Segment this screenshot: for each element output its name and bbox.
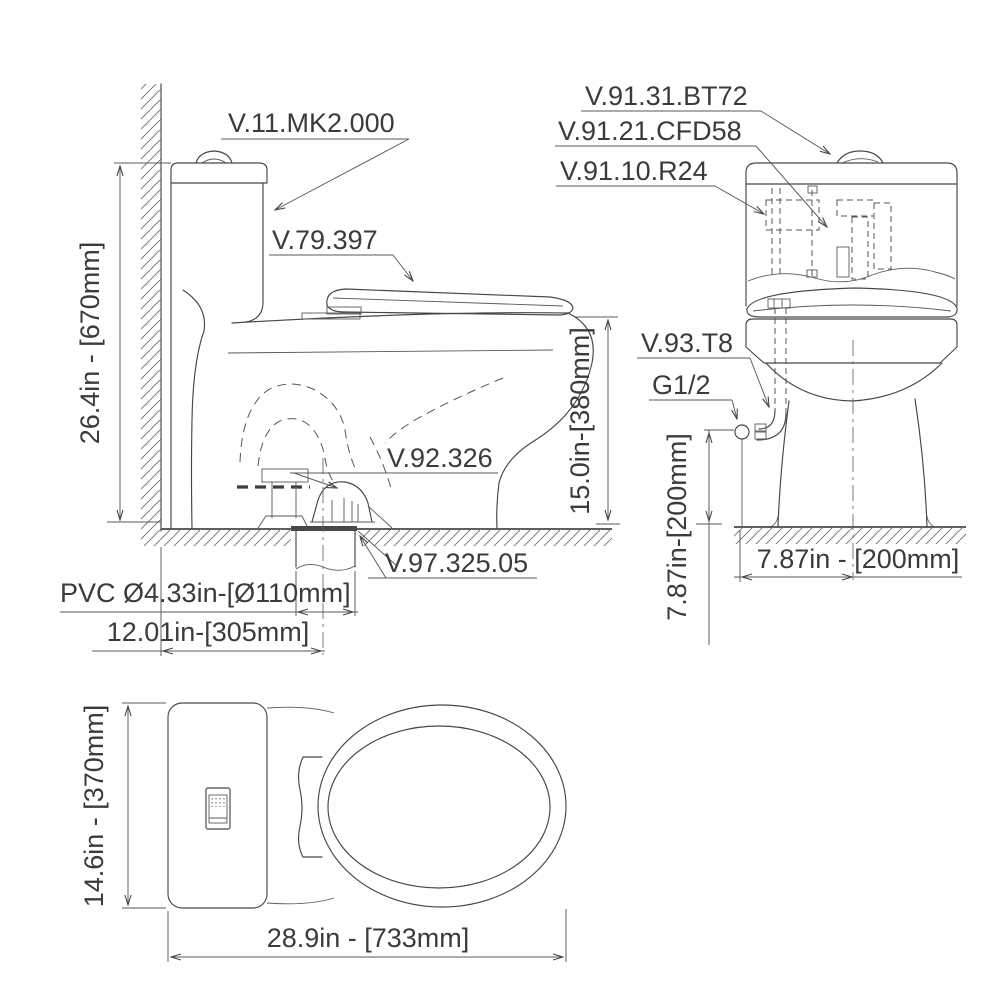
overall-height-text: 26.4in - [670mm]: [75, 241, 105, 445]
dim-drain-pipe: [60, 578, 358, 612]
overall-width-text: 14.6in - [370mm]: [79, 704, 109, 908]
supply-hose-text: V.93.T8: [641, 328, 734, 358]
tank-model-text: V.11.MK2.000: [228, 108, 395, 138]
floor-hatching-front: [734, 527, 966, 544]
flange-model-text: V.97.325.05: [385, 548, 529, 578]
bowl-height-text: 15.0in-[380mm]: [565, 327, 595, 515]
overall-depth-text: 28.9in - [733mm]: [266, 923, 470, 953]
flush-button-text: V.91.31.BT72: [585, 81, 748, 111]
supply-height-text: 7.87in-[200mm]: [662, 433, 692, 621]
flange-seal: [291, 526, 357, 531]
supply-offset-text: 7.87in - [200mm]: [756, 544, 960, 574]
drain-pipe-text: PVC Ø4.33in-[Ø110mm]: [60, 578, 351, 608]
trapway-model-text: V.92.326: [387, 443, 493, 473]
dim-rough-in: [92, 617, 325, 651]
floor-hatching-left: [161, 529, 291, 546]
flush-valve-text: V.91.21.CFD58: [558, 116, 742, 146]
wall-hatching: [141, 84, 161, 546]
seat-model-text: V.79.397: [272, 225, 378, 255]
supply-thread-text: G1/2: [652, 370, 711, 400]
rough-in-text: 12.01in-[305mm]: [106, 617, 310, 647]
fill-valve-text: V.91.10.R24: [560, 156, 708, 186]
floor-hatching-right: [360, 529, 612, 546]
